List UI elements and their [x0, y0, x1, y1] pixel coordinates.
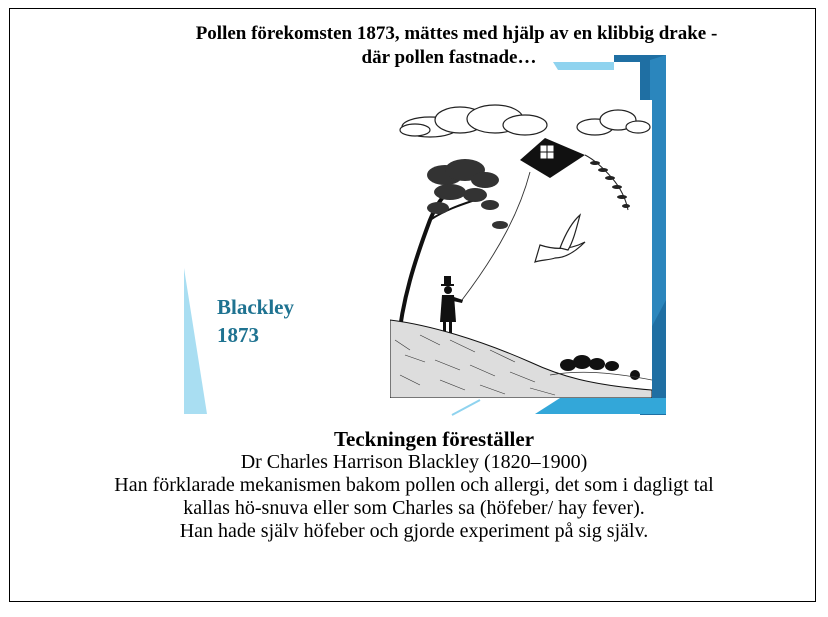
description-subtitle: Dr Charles Harrison Blackley (1820–1900)	[240, 451, 588, 473]
description-line-2: kallas hö-snuva eller som Charles sa (höfeber/ hay fever).	[183, 497, 645, 519]
caption-year: 1873	[217, 323, 259, 347]
title-line-2: där pollen fastnade…	[361, 47, 537, 68]
kite-illustration	[390, 100, 652, 398]
description-title: Teckningen föreställer	[333, 427, 535, 451]
page-title	[0, 22, 828, 70]
title-line-1: Pollen förekomsten 1873, mättes med hjälp av en klibbig drake -	[195, 23, 718, 44]
bottom-sliver	[452, 400, 480, 415]
caption-name: Blackley	[217, 295, 294, 319]
caption-block	[217, 293, 294, 349]
description-line-3: Han hade själv höfeber och gjorde experiment på sig själv.	[179, 520, 649, 542]
bottom-bar	[535, 398, 666, 414]
description-block	[0, 428, 828, 543]
description-line-1: Han förklarade mekanismen bakom pollen och allergi, det som i dagligt tal	[114, 474, 714, 496]
right-band-mid	[650, 55, 666, 330]
left-wedge	[184, 268, 207, 414]
